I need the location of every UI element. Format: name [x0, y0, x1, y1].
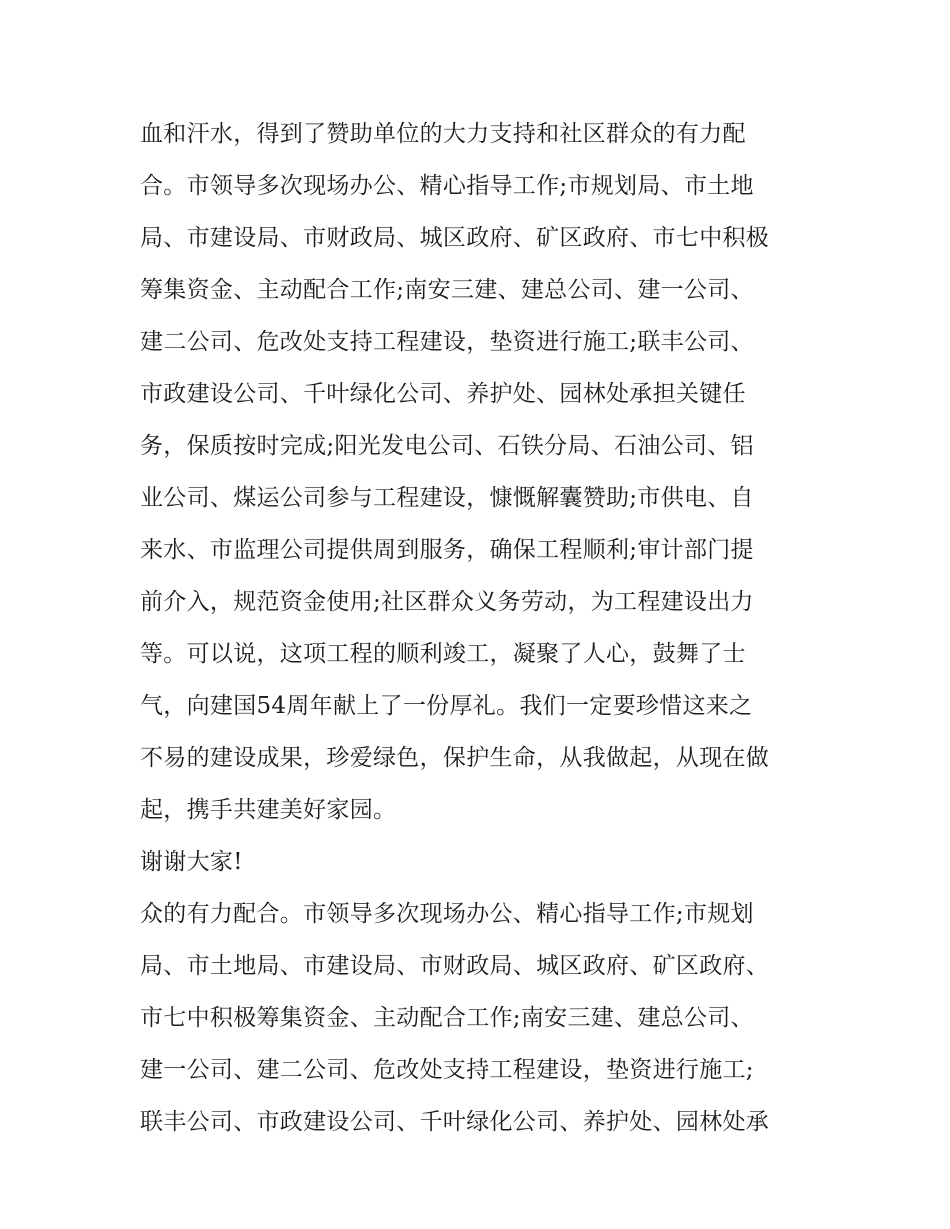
text-line: 联丰公司、市政建设公司、千叶绿化公司、养护处、园林处承 — [140, 1109, 770, 1135]
text-line: 局、市土地局、市建设局、市财政局、城区政府、矿区政府、 — [140, 953, 770, 979]
text-line: 务，保质按时完成;阳光发电公司、石铁分局、石油公司、铝 — [140, 433, 754, 459]
text-line: 起，携手共建美好家园。 — [140, 797, 397, 823]
text-line: 市七中积极筹集资金、主动配合工作;南安三建、建总公司、 — [140, 1005, 754, 1031]
text-line: 来水、市监理公司提供周到服务，确保工程顺利;审计部门提 — [140, 537, 754, 563]
text-line: 众的有力配合。市领导多次现场办公、精心指导工作;市规划 — [140, 901, 754, 927]
text-line: 业公司、煤运公司参与工程建设，慷慨解囊赞助;市供电、自 — [140, 485, 754, 511]
text-line: 建一公司、建二公司、危改处支持工程建设，垫资进行施工; — [140, 1057, 754, 1083]
closing-line: 谢谢大家! — [140, 849, 243, 875]
text-line: 血和汗水，得到了赞助单位的大力支持和社区群众的有力配 — [140, 121, 746, 147]
text-line: 气，向建国54周年献上了一份厚礼。我们一定要珍惜这来之 — [140, 693, 753, 719]
text-line: 合。市领导多次现场办公、精心指导工作;市规划局、市土地 — [140, 173, 754, 199]
body-text — [140, 108, 820, 1148]
text-line: 前介入，规范资金使用;社区群众义务劳动，为工程建设出力 — [140, 589, 754, 615]
text-line: 建二公司、危改处支持工程建设，垫资进行施工;联丰公司、 — [140, 329, 754, 355]
text-line: 不易的建设成果，珍爱绿色，保护生命，从我做起，从现在做 — [140, 745, 770, 771]
text-line: 局、市建设局、市财政局、城区政府、矿区政府、市七中积极 — [140, 225, 770, 251]
text-line: 市政建设公司、千叶绿化公司、养护处、园林处承担关键任 — [140, 381, 746, 407]
text-line: 筹集资金、主动配合工作;南安三建、建总公司、建一公司、 — [140, 277, 754, 303]
text-line: 等。可以说，这项工程的顺利竣工，凝聚了人心，鼓舞了士 — [140, 641, 746, 667]
